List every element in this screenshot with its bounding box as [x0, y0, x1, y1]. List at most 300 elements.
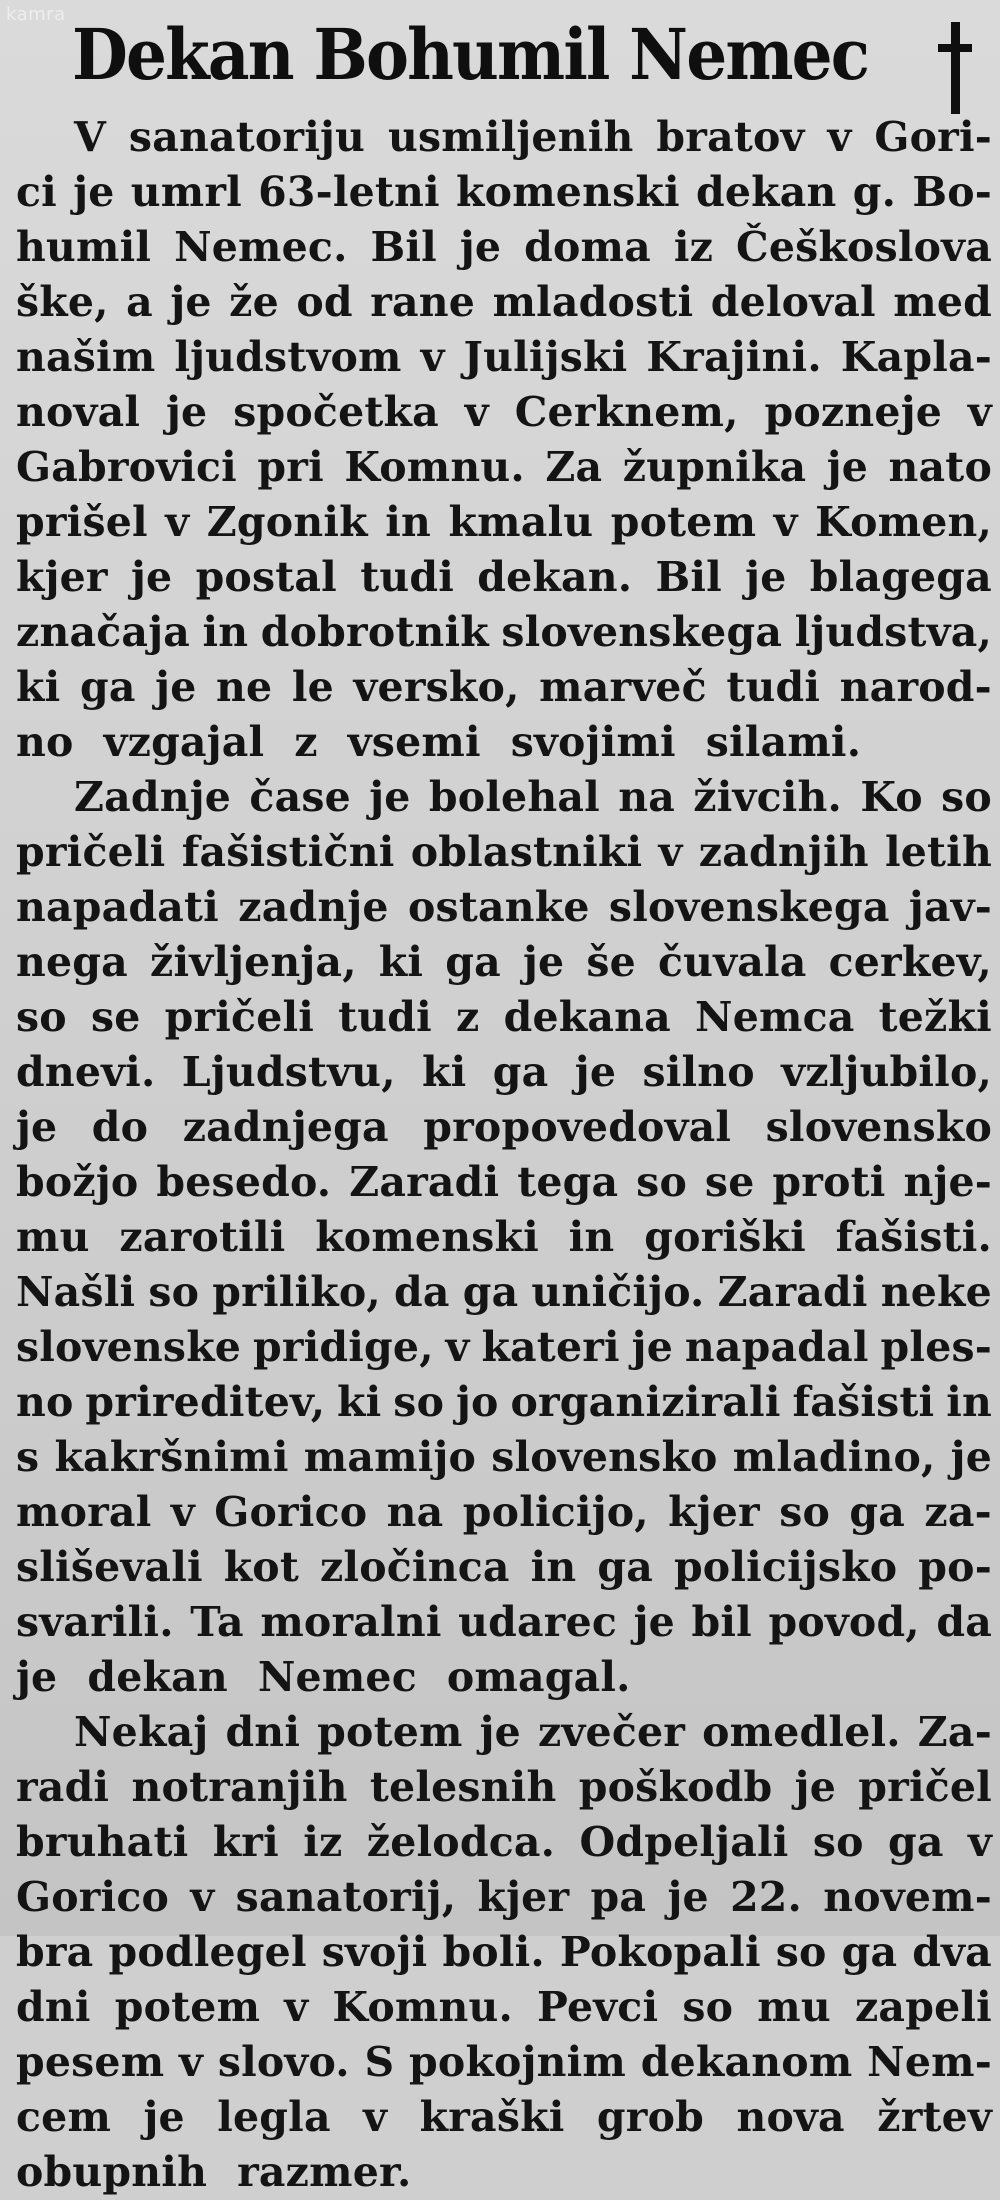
- word: pričel: [858, 1763, 992, 1811]
- word: so: [393, 1378, 445, 1426]
- headline-row: [0, 0, 1000, 100]
- word: ga: [445, 938, 501, 986]
- word: komenski: [456, 168, 680, 216]
- word: napadati: [16, 883, 219, 931]
- word: 63-letni: [258, 168, 440, 216]
- word: v: [170, 1488, 195, 1536]
- word: na: [618, 773, 675, 821]
- word: je: [73, 168, 115, 216]
- word: V: [74, 113, 107, 161]
- word: Za-: [917, 1708, 992, 1756]
- word: je: [745, 553, 787, 601]
- word: tudi: [338, 993, 432, 1041]
- word: versko,: [353, 663, 520, 711]
- word: mladosti: [492, 278, 694, 326]
- word: je: [479, 1708, 521, 1756]
- word: je: [667, 1873, 709, 1921]
- text-line: [16, 715, 992, 770]
- word: bruhati: [16, 1818, 189, 1866]
- text-line: [16, 605, 992, 660]
- word: so: [812, 1818, 864, 1866]
- word: dnevi.: [16, 1048, 156, 1096]
- text-line: [16, 1485, 992, 1540]
- word: dva: [912, 1928, 992, 1976]
- word: silami.: [705, 718, 862, 766]
- word: Ko: [860, 773, 923, 821]
- word: noval: [16, 388, 141, 436]
- word: Krajini.: [646, 333, 822, 381]
- text-line: [16, 1815, 992, 1870]
- word: g.: [852, 168, 897, 216]
- word: sanatoriju: [128, 113, 366, 161]
- word: Julijski: [463, 333, 628, 381]
- word: svoji: [321, 1928, 428, 1976]
- word: so: [775, 1928, 827, 1976]
- text-line: [16, 770, 992, 825]
- word: ne: [216, 663, 273, 711]
- word: besedo.: [156, 1158, 332, 1206]
- word: bratov: [656, 113, 805, 161]
- word: do: [91, 1103, 149, 1151]
- word: tudi: [360, 553, 454, 601]
- text-line: [16, 275, 992, 330]
- word: ga: [462, 1268, 519, 1316]
- word: v: [420, 333, 445, 381]
- word: je: [459, 223, 502, 271]
- word: ljudstvom: [174, 333, 402, 381]
- word: marveč: [539, 663, 707, 711]
- word: tega: [517, 1158, 619, 1206]
- word: je: [155, 663, 197, 711]
- word: dekan: [87, 1653, 228, 1701]
- word: sanatorij,: [235, 1873, 457, 1921]
- word: Kapla-: [840, 333, 992, 381]
- word: razmer.: [237, 2148, 412, 2196]
- text-line: [16, 440, 992, 495]
- word: čuvala: [658, 938, 807, 986]
- word: so: [779, 1488, 831, 1536]
- word: Zaradi: [349, 1158, 500, 1206]
- word: Bo-: [912, 168, 992, 216]
- word: Našli: [16, 1268, 136, 1316]
- word: mu: [757, 1983, 831, 2031]
- word: uničijo.: [531, 1268, 705, 1316]
- word: dni: [225, 1708, 301, 1756]
- word: so: [148, 1268, 200, 1316]
- word: je: [16, 1653, 58, 1701]
- word: je: [170, 278, 212, 326]
- word: narod-: [839, 663, 992, 711]
- word: in: [385, 498, 432, 546]
- word: so: [941, 773, 992, 821]
- word: potem: [610, 498, 757, 546]
- word: prireditev,: [85, 1378, 326, 1426]
- text-line: [16, 550, 992, 605]
- paragraph: [16, 110, 992, 770]
- word: letih: [884, 828, 992, 876]
- text-line: [16, 1870, 992, 1925]
- word: v: [967, 388, 992, 436]
- word: neke: [880, 1268, 992, 1316]
- word: z: [294, 718, 318, 766]
- word: dekanom: [640, 2038, 853, 2086]
- word: ostanke: [407, 883, 590, 931]
- word: proti: [772, 1158, 886, 1206]
- word: je: [130, 553, 173, 601]
- word: fašisti: [792, 1378, 935, 1426]
- word: Pokopali: [559, 1928, 761, 1976]
- word: v: [827, 113, 852, 161]
- word: Pevci: [537, 1983, 659, 2031]
- word: Nemec.: [174, 223, 348, 271]
- word: moral: [16, 1488, 152, 1536]
- word: cerkev,: [828, 938, 992, 986]
- text-line: [16, 495, 992, 550]
- paragraph: [16, 1705, 992, 2200]
- word: novem-: [823, 1873, 992, 1921]
- word: potem: [114, 1983, 261, 2031]
- word: policijsko: [673, 1543, 898, 1591]
- word: po-: [918, 1543, 992, 1591]
- word: dekan.: [477, 553, 633, 601]
- text-line: [16, 2035, 992, 2090]
- word: slovensko: [491, 1433, 718, 1481]
- word: je: [950, 1433, 992, 1481]
- text-line: [16, 330, 992, 385]
- word: našim: [16, 333, 156, 381]
- word: pa: [590, 1873, 647, 1921]
- word: iz: [673, 223, 714, 271]
- word: zvečer: [538, 1708, 686, 1756]
- word: pokojnim: [409, 2038, 627, 2086]
- word: doma: [524, 223, 651, 271]
- word: Komnu.: [344, 443, 525, 491]
- word: in: [568, 1213, 615, 1261]
- word: deloval: [710, 278, 876, 326]
- word: Komnu.: [332, 1983, 513, 2031]
- word: vzljubilo,: [781, 1048, 992, 1096]
- word: ga: [79, 663, 136, 711]
- word: nje-: [903, 1158, 992, 1206]
- word: zadnjih: [698, 828, 869, 876]
- word: nega: [16, 938, 128, 986]
- word: na: [386, 1488, 444, 1536]
- text-line: [16, 1210, 992, 1265]
- word: silno: [642, 1048, 755, 1096]
- word: v: [445, 1323, 470, 1371]
- word: ki: [337, 1378, 382, 1426]
- word: Češkoslova: [736, 223, 992, 271]
- text-line: [16, 1650, 992, 1705]
- word: nova: [736, 2093, 845, 2141]
- word: v: [284, 1983, 309, 2031]
- word: Cerknem,: [514, 388, 739, 436]
- text-line: [16, 2145, 992, 2200]
- word: iz: [303, 1818, 343, 1866]
- text-line: [16, 1430, 992, 1485]
- word: slovenske: [16, 1323, 242, 1371]
- text-line: [16, 1705, 992, 1760]
- word: dni: [16, 1983, 91, 2031]
- word: umrl: [130, 168, 242, 216]
- word: fašisti.: [835, 1213, 992, 1261]
- word: svojimi: [510, 718, 676, 766]
- word: goriški: [644, 1213, 806, 1261]
- word: je: [826, 443, 869, 491]
- watermark: kamra: [6, 4, 66, 25]
- word: je: [794, 1763, 836, 1811]
- word: za-: [924, 1488, 992, 1536]
- word: da: [936, 1598, 992, 1646]
- word: Gorico: [16, 1873, 170, 1921]
- word: podlegel: [108, 1928, 307, 1976]
- word: ga: [887, 1818, 944, 1866]
- word: slovensko: [765, 1103, 992, 1151]
- word: od: [296, 278, 353, 326]
- word: bra: [16, 1928, 94, 1976]
- word: že: [229, 278, 279, 326]
- word: zarotili: [119, 1213, 286, 1261]
- word: kmalu: [448, 498, 594, 546]
- word: fašistični: [181, 828, 395, 876]
- word: med: [893, 278, 992, 326]
- word: v: [967, 1818, 992, 1866]
- word: v: [773, 498, 798, 546]
- word: ki: [422, 1048, 467, 1096]
- word: omedlel.: [702, 1708, 901, 1756]
- word: postal: [195, 553, 337, 601]
- word: organizirali: [510, 1378, 781, 1426]
- word: Komen,: [815, 498, 992, 546]
- word: božjo: [16, 1158, 139, 1206]
- word: da: [393, 1268, 450, 1316]
- word: le: [291, 663, 334, 711]
- word: Nekaj: [74, 1708, 209, 1756]
- word: Ljudstvu,: [181, 1048, 396, 1096]
- word: čase: [249, 773, 351, 821]
- word: pričeli: [164, 993, 315, 1041]
- word: no: [16, 718, 74, 766]
- word: in: [202, 608, 249, 656]
- word: dekan: [695, 168, 837, 216]
- word: prišel: [16, 498, 148, 546]
- word: zločinca: [319, 1543, 510, 1591]
- word: z: [456, 993, 480, 1041]
- word: je: [522, 938, 565, 986]
- word: no: [16, 1378, 74, 1426]
- word: kakršnimi: [54, 1433, 289, 1481]
- word: je: [631, 1323, 673, 1371]
- word: v: [464, 388, 489, 436]
- word: pesem: [16, 2038, 165, 2086]
- word: Zgonik: [206, 498, 368, 546]
- word: želodca.: [366, 1818, 556, 1866]
- word: Nemca: [695, 993, 855, 1041]
- word: zapeli: [854, 1983, 992, 2031]
- word: kot: [223, 1543, 299, 1591]
- word: ki: [16, 663, 61, 711]
- word: ške,: [16, 278, 109, 326]
- text-line: [16, 1760, 992, 1815]
- word: usmiljenih: [387, 113, 634, 161]
- word: Odpeljali: [579, 1818, 789, 1866]
- word: kjer: [16, 553, 108, 601]
- word: udarec: [458, 1598, 618, 1646]
- word: propovedoval: [423, 1103, 732, 1151]
- word: Gori-: [874, 113, 992, 161]
- text-line: [16, 1100, 992, 1155]
- word: priliko,: [212, 1268, 381, 1316]
- text-line: [16, 990, 992, 1045]
- word: rane: [370, 278, 476, 326]
- word: žrtev: [877, 2093, 992, 2141]
- word: je: [16, 1103, 58, 1151]
- word: Zaradi: [717, 1268, 868, 1316]
- word: ki: [378, 938, 424, 986]
- word: Gorico: [214, 1488, 368, 1536]
- word: v: [190, 1873, 215, 1921]
- headline: Dekan Bohumil Nemec: [72, 13, 869, 96]
- word: in: [530, 1543, 577, 1591]
- text-line: [16, 880, 992, 935]
- word: a: [126, 278, 153, 326]
- word: kateri: [481, 1323, 620, 1371]
- word: jo: [456, 1378, 499, 1426]
- word: cem: [16, 2093, 112, 2141]
- word: v: [658, 828, 683, 876]
- word: tudi: [726, 663, 821, 711]
- word: bolehal: [428, 773, 600, 821]
- word: vsemi: [347, 718, 481, 766]
- word: telesnih: [369, 1763, 557, 1811]
- word: težki: [878, 993, 992, 1041]
- word: sliševali: [16, 1543, 203, 1591]
- text-line: [16, 935, 992, 990]
- word: ga: [849, 1488, 906, 1536]
- word: dekana: [503, 993, 671, 1041]
- word: ga: [597, 1543, 653, 1591]
- text-line: [16, 1320, 992, 1375]
- text-line: [16, 2090, 992, 2145]
- text-line: [16, 1540, 992, 1595]
- word: nato: [888, 443, 992, 491]
- text-line: [16, 1595, 992, 1650]
- text-line: [16, 220, 992, 275]
- text-line: [16, 1155, 992, 1210]
- word: je: [143, 2093, 185, 2141]
- word: v: [363, 2093, 388, 2141]
- word: kjer: [668, 1488, 760, 1536]
- word: Zadnje: [74, 773, 232, 821]
- text-line: [16, 1925, 992, 1980]
- word: Za: [545, 443, 603, 491]
- text-line: [16, 1980, 992, 2035]
- word: obupnih: [16, 2148, 208, 2196]
- word: spočetka: [233, 388, 439, 436]
- text-line: [16, 1265, 992, 1320]
- word: blagega: [809, 553, 992, 601]
- word: so: [682, 1983, 734, 2031]
- word: s: [16, 1433, 40, 1481]
- word: mu: [16, 1213, 90, 1261]
- word: grob: [596, 2093, 705, 2141]
- word: se: [704, 1158, 755, 1206]
- paragraph: [16, 770, 992, 1705]
- word: zadnjega: [182, 1103, 389, 1151]
- word: S: [364, 2038, 395, 2086]
- word: komenski: [315, 1213, 539, 1261]
- word: mamijo: [303, 1433, 477, 1481]
- word: in: [946, 1378, 992, 1426]
- word: zadnje: [238, 883, 389, 931]
- word: slovo.: [217, 2038, 350, 2086]
- text-line: [16, 660, 992, 715]
- word: Gabrovici: [16, 443, 237, 491]
- word: kjer: [477, 1873, 570, 1921]
- word: pridige,: [252, 1323, 434, 1371]
- word: bil: [691, 1598, 752, 1646]
- word: ples-: [880, 1323, 992, 1371]
- word: se: [90, 993, 141, 1041]
- word: značaja: [16, 608, 190, 656]
- text-line: [16, 1045, 992, 1100]
- word: slovenskega: [608, 883, 890, 931]
- word: radi: [16, 1763, 110, 1811]
- word: Bil: [370, 223, 437, 271]
- word: ci: [16, 168, 57, 216]
- word: pozneje: [764, 388, 943, 436]
- word: v: [179, 2038, 204, 2086]
- word: so: [636, 1158, 688, 1206]
- word: življenja,: [150, 938, 357, 986]
- word: notranjih: [131, 1763, 348, 1811]
- word: jav-: [908, 883, 992, 931]
- word: poškodb: [578, 1763, 773, 1811]
- text-line: [16, 1375, 992, 1430]
- word: omagal.: [446, 1653, 631, 1701]
- word: 22.: [730, 1873, 803, 1921]
- word: ga: [841, 1928, 898, 1976]
- word: pri: [257, 443, 324, 491]
- word: mladino,: [732, 1433, 936, 1481]
- word: svarili.: [16, 1598, 174, 1646]
- word: ljudstva,: [794, 608, 992, 656]
- word: še: [586, 938, 636, 986]
- text-line: [16, 825, 992, 880]
- word: živcih.: [693, 773, 843, 821]
- word: povod,: [768, 1598, 920, 1646]
- word: ga: [492, 1048, 549, 1096]
- text-line: [16, 110, 992, 165]
- text-line: [16, 165, 992, 220]
- word: Ta: [190, 1598, 244, 1646]
- word: policijo,: [462, 1488, 649, 1536]
- word: v: [165, 498, 190, 546]
- word: legla: [217, 2093, 331, 2141]
- word: humil: [16, 223, 152, 271]
- word: kraški: [419, 2093, 565, 2141]
- word: je: [166, 388, 208, 436]
- word: Bil: [655, 553, 722, 601]
- word: moralni: [260, 1598, 442, 1646]
- word: je: [369, 773, 411, 821]
- word: pričeli: [16, 828, 166, 876]
- word: napadal: [684, 1323, 869, 1371]
- word: Nem-: [867, 2038, 992, 2086]
- word: vzgajal: [103, 718, 265, 766]
- word: potem: [317, 1708, 463, 1756]
- article-body: [16, 110, 992, 2200]
